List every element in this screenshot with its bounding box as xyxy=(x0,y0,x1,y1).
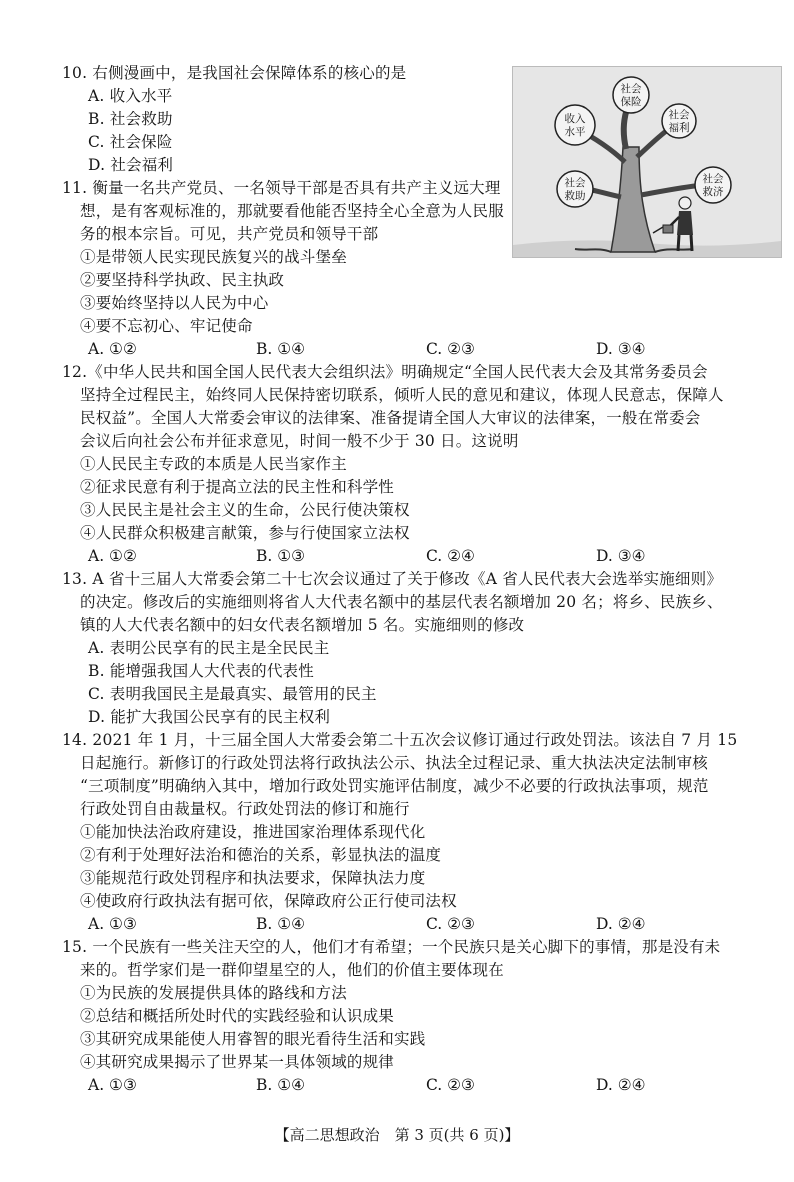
question-11-item-3: ③要始终坚持以人民为中心 xyxy=(80,294,269,312)
question-12-line-1: 12.《中华人民共和国全国人民代表大会组织法》明确规定“全国人民代表大会及其常务委员会 xyxy=(62,363,708,381)
question-11-choice-c: C. ②③ xyxy=(426,340,475,358)
question-14-choice-b: B. ①④ xyxy=(256,915,306,933)
question-13-line-1: 13. A 省十三届人大常委会第二十七次会议通过了关于修改《A 省人民代表大会选举实施细则》 xyxy=(62,570,723,588)
svg-text:收入: 收入 xyxy=(564,113,586,125)
question-11-choice-b: B. ①④ xyxy=(256,340,306,358)
question-13-line-2: 的决定。修改后的实施细则将省人大代表名额中的基层代表名额增加 20 名；将乡、民族乡、 xyxy=(80,593,723,611)
question-11-choice-d: D. ③④ xyxy=(596,340,646,358)
question-15-choice-b: B. ①④ xyxy=(256,1076,306,1094)
question-15-choice-c: C. ②③ xyxy=(426,1076,475,1094)
question-15-item-1: ①为民族的发展提供具体的路线和方法 xyxy=(80,984,347,1002)
question-15-item-2: ②总结和概括所处时代的实践经验和认识成果 xyxy=(80,1007,395,1025)
question-15-line-1: 15. 一个民族有一些关注天空的人，他们才有希望；一个民族只是关心脚下的事情，那是没有未 xyxy=(62,938,721,956)
leaf-income-level xyxy=(555,105,595,145)
leaf-social-welfare xyxy=(662,104,696,138)
question-12-line-3: 民权益”。全国人大常委会审议的法律案、准备提请全国人大审议的法律案，一般在常委会 xyxy=(80,409,701,427)
question-14-line-3: “三项制度”明确纳入其中，增加行政处罚实施评估制度，减少不必要的行政执法事项，规范 xyxy=(80,777,709,795)
question-12-choice-b: B. ①③ xyxy=(256,547,306,565)
svg-text:保险: 保险 xyxy=(620,96,642,108)
question-10-option-b: B. 社会救助 xyxy=(88,110,173,128)
tree-cartoon-illustration xyxy=(513,67,781,257)
question-10-option-a: A. 收入水平 xyxy=(88,87,173,105)
question-11-line-3: 务的根本宗旨。可见，共产党员和领导干部 xyxy=(80,225,379,243)
question-11-item-1: ①是带领人民实现民族复兴的战斗堡垒 xyxy=(80,248,347,266)
question-13-option-b: B. 能增强我国人大代表的代表性 xyxy=(88,662,314,680)
question-11-item-2: ②要坚持科学执政、民主执政 xyxy=(80,271,285,289)
question-10-option-c: C. 社会保险 xyxy=(88,133,173,151)
question-13-option-d: D. 能扩大我国公民享有的民主权利 xyxy=(88,708,331,726)
question-14-item-3: ③能规范行政处罚程序和执法要求，保障执法力度 xyxy=(80,869,426,887)
question-14-line-2: 日起施行。新修订的行政处罚法将行政执法公示、执法全过程记录、重大执法决定法制审核 xyxy=(80,754,709,772)
question-13-option-c: C. 表明我国民主是最真实、最管用的民主 xyxy=(88,685,377,703)
question-14-line-4: 行政处罚自由裁量权。行政处罚法的修订和施行 xyxy=(80,800,410,818)
social-security-tree-cartoon xyxy=(512,66,782,258)
question-11-line-2: 想，是有客观标准的，那就要看他能否坚持全心全意为人民服 xyxy=(80,202,504,220)
question-11-line-1: 11. 衡量一名共产党员、一名领导干部是否具有共产主义远大理 xyxy=(62,179,501,197)
page-footer: 【高二思想政治 第 3 页(共 6 页)】 xyxy=(274,1126,520,1144)
svg-text:救助: 救助 xyxy=(564,190,586,202)
question-12-line-4: 会议后向社会公布并征求意见，时间一般不少于 30 日。这说明 xyxy=(80,432,519,450)
question-10-option-d: D. 社会福利 xyxy=(88,156,174,174)
question-13-option-a: A. 表明公民享有的民主是全民民主 xyxy=(88,639,330,657)
question-14-choice-c: C. ②③ xyxy=(426,915,475,933)
question-12-item-4: ④人民群众积极建言献策，参与行使国家立法权 xyxy=(80,524,410,542)
question-12-choice-d: D. ③④ xyxy=(596,547,646,565)
svg-text:社会: 社会 xyxy=(620,83,642,95)
question-15-choice-a: A. ①③ xyxy=(88,1076,137,1094)
leaf-social-insurance xyxy=(613,77,649,113)
question-14-item-2: ②有利于处理好法治和德治的关系，彰显执法的温度 xyxy=(80,846,442,864)
question-14-item-4: ④使政府行政执法有据可依，保障政府公正行使司法权 xyxy=(80,892,457,910)
question-12-choice-c: C. ②④ xyxy=(426,547,475,565)
question-11-item-4: ④要不忘初心、牢记使命 xyxy=(80,317,253,335)
question-14-line-1: 14. 2021 年 1 月，十三届全国人大常委会第二十五次会议修订通过行政处罚法。该法自 7 月 15 xyxy=(62,731,738,749)
question-12-item-2: ②征求民意有利于提高立法的民主性和科学性 xyxy=(80,478,395,496)
svg-text:社会: 社会 xyxy=(668,109,690,121)
question-11-choice-a: A. ①② xyxy=(88,340,137,358)
question-14-choice-d: D. ②④ xyxy=(596,915,646,933)
question-15-line-2: 来的。哲学家们是一群仰望星空的人，他们的价值主要体现在 xyxy=(80,961,504,979)
svg-text:福利: 福利 xyxy=(668,122,690,134)
question-15-choice-d: D. ②④ xyxy=(596,1076,646,1094)
question-15-item-3: ③其研究成果能使人用睿智的眼光看待生活和实践 xyxy=(80,1030,426,1048)
question-15-item-4: ④其研究成果揭示了世界某一具体领域的规律 xyxy=(80,1053,395,1071)
question-12-item-1: ①人民民主专政的本质是人民当家作主 xyxy=(80,455,347,473)
leaf-social-relief xyxy=(695,167,731,203)
svg-text:水平: 水平 xyxy=(564,126,586,138)
svg-text:救济: 救济 xyxy=(702,186,724,198)
leaf-social-assistance xyxy=(557,171,593,207)
svg-text:社会: 社会 xyxy=(564,177,586,189)
question-14-item-1: ①能加快法治政府建设，推进国家治理体系现代化 xyxy=(80,823,426,841)
svg-text:社会: 社会 xyxy=(702,173,724,185)
question-14-choice-a: A. ①③ xyxy=(88,915,137,933)
question-10-stem: 10. 右侧漫画中，是我国社会保障体系的核心的是 xyxy=(62,64,407,82)
question-12-line-2: 坚持全过程民主，始终同人民保持密切联系，倾听人民的意见和建议，体现人民意志，保障人 xyxy=(80,386,724,404)
question-12-choice-a: A. ①② xyxy=(88,547,137,565)
question-12-item-3: ③人民民主是社会主义的生命，公民行使决策权 xyxy=(80,501,410,519)
question-13-line-3: 镇的人大代表名额中的妇女代表名额增加 5 名。实施细则的修改 xyxy=(80,616,525,634)
